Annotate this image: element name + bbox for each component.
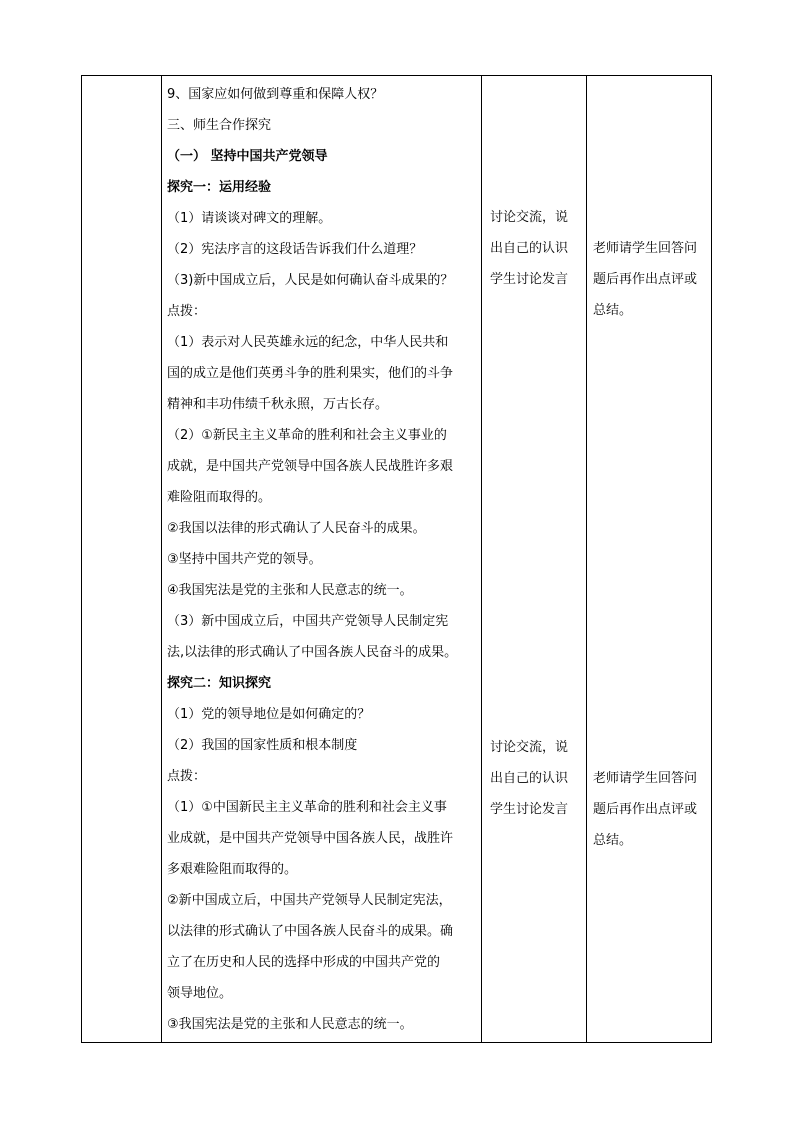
content-line: 成就，是中国共产党领导中国各族人民战胜许多艰	[167, 459, 454, 474]
content-line: ④我国宪法是党的主张和人民意志的统一。	[167, 583, 413, 598]
activity-line: 老师请学生回答问	[593, 241, 698, 256]
content-line: （1）党的领导地位是如何确定的？	[167, 707, 371, 722]
content-line: 探究一：运用经验	[167, 180, 272, 195]
activity-line: 讨论交流，说	[490, 740, 569, 755]
activity-line: 出自己的认识	[490, 241, 569, 256]
content-line: 9、国家应如何做到尊重和保障人权？	[167, 87, 384, 102]
student-activity-block-1	[490, 202, 568, 295]
content-line: 点拨：	[167, 304, 207, 319]
teaching-content-column	[167, 75, 481, 1040]
activity-line: 学生讨论发言	[490, 802, 569, 817]
content-line: 点拨：	[167, 769, 207, 784]
column-divider-3	[586, 75, 587, 1043]
content-line: （2）我国的国家性质和根本制度	[167, 738, 358, 753]
content-line: （2）宪法序言的这段话告诉我们什么道理？	[167, 242, 423, 257]
content-line: 多艰难险阻而取得的。	[167, 862, 298, 877]
activity-line: 总结。	[593, 833, 633, 848]
activity-line: 讨论交流，说	[490, 210, 569, 225]
content-line: （1）请谈谈对碑文的理解。	[167, 211, 332, 226]
content-line: （2）①新民主主义革命的胜利和社会主义事业的	[167, 428, 447, 443]
content-line: 三、师生合作探究	[167, 118, 272, 133]
content-line: ③我国宪法是党的主张和人民意志的统一。	[167, 1017, 413, 1032]
content-line: ②新中国成立后，中国共产党领导人民制定宪法，	[167, 893, 452, 908]
content-line: 难险阻而取得的。	[167, 490, 272, 505]
content-line: 立了在历史和人民的选择中形成的中国共产党的	[167, 955, 441, 970]
content-line: 探究二：知识探究	[167, 676, 272, 691]
student-activity-block-2	[490, 732, 568, 825]
content-line: （3）新中国成立后，中国共产党领导人民制定宪	[167, 614, 449, 629]
content-line: 国的成立是他们英勇斗争的胜利果实，他们的斗争	[167, 366, 454, 381]
content-line: 业成就，是中国共产党领导中国各族人民，战胜许	[167, 831, 454, 846]
content-line: 领导地位。	[167, 986, 233, 1001]
activity-line: 总结。	[593, 303, 633, 318]
content-line: ②我国以法律的形式确认了人民奋斗的成果。	[167, 521, 426, 536]
content-line: （3)新中国成立后，人民是如何确认奋斗成果的？	[167, 273, 454, 288]
content-line: 以法律的形式确认了中国各族人民奋斗的成果。确	[167, 924, 454, 939]
content-line: （1）表示对人民英雄永远的纪念，中华人民共和	[167, 335, 449, 350]
column-divider-1	[161, 75, 162, 1043]
content-line: 精神和丰功伟绩千秋永照，万古长存。	[167, 397, 389, 412]
activity-line: 题后再作出点评或	[593, 802, 698, 817]
content-line: ③坚持中国共产党的领导。	[167, 552, 322, 567]
content-line: （一） 坚持中国共产党领导	[167, 149, 328, 164]
activity-line: 出自己的认识	[490, 771, 569, 786]
column-divider-2	[481, 75, 482, 1043]
activity-line: 老师请学生回答问	[593, 771, 698, 786]
content-line: 法,以法律的形式确认了中国各族人民奋斗的成果。	[167, 645, 458, 660]
teacher-activity-block-1	[593, 233, 697, 326]
content-line: （1）①中国新民主主义革命的胜利和社会主义事	[167, 800, 447, 815]
activity-line: 题后再作出点评或	[593, 272, 698, 287]
teacher-activity-block-2	[593, 763, 697, 856]
activity-line: 学生讨论发言	[490, 272, 569, 287]
